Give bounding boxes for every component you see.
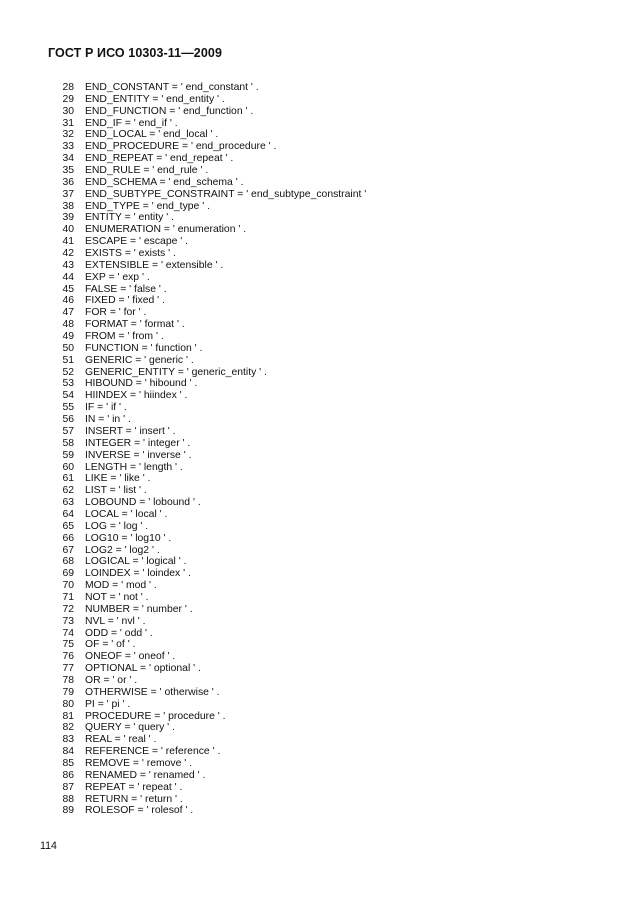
syntax-rule-line [52, 545, 366, 557]
rule-definition: END_CONSTANT = ' end_constant ' . [85, 82, 259, 93]
rule-number: 72 [62, 603, 74, 615]
rule-number: 41 [62, 236, 74, 248]
rule-definition: LENGTH = ' length ' . [85, 461, 183, 473]
syntax-rule-line [52, 331, 366, 343]
syntax-rule-line [52, 212, 366, 224]
rule-definition: LIKE = ' like ' . [85, 473, 151, 485]
syntax-rule-line [52, 746, 366, 758]
rule-number: 61 [62, 473, 74, 485]
rule-number: 62 [62, 485, 74, 497]
syntax-rule-line [52, 284, 366, 296]
syntax-rule-line [52, 343, 366, 355]
syntax-rule-line [52, 224, 366, 236]
rule-number: 51 [62, 354, 74, 366]
syntax-rule-line [52, 82, 366, 94]
rule-number: 85 [62, 757, 74, 769]
rule-number: 40 [62, 224, 74, 236]
rule-number: 64 [62, 508, 74, 520]
rule-definition: END_FUNCTION = ' end_function ' . [85, 105, 254, 117]
rule-definition: HIBOUND = ' hibound ' . [85, 378, 198, 390]
syntax-rule-line [52, 758, 366, 770]
rule-definition: END_REPEAT = ' end_repeat ' . [85, 153, 234, 165]
document-header [48, 46, 222, 60]
rule-number: 89 [62, 805, 74, 817]
rule-number: 42 [62, 248, 74, 260]
rule-definition: EXISTS = ' exists ' . [85, 248, 176, 260]
rule-number: 75 [62, 639, 74, 651]
rule-definition: ESCAPE = ' escape ' . [85, 236, 189, 248]
syntax-rule-line [52, 699, 366, 711]
rule-definition: END_PROCEDURE = ' end_procedure ' . [85, 141, 277, 153]
rule-number: 43 [62, 259, 74, 271]
rule-definition: REMOVE = ' remove ' . [85, 757, 193, 769]
rule-number: 80 [62, 698, 74, 710]
rule-number: 29 [62, 93, 74, 105]
rule-number: 63 [62, 497, 74, 509]
rule-number: 65 [62, 520, 74, 532]
rule-definition: OF = ' of ' . [85, 639, 136, 651]
rule-number: 86 [62, 769, 74, 781]
syntax-rule-line [52, 568, 366, 580]
rule-number: 31 [62, 117, 74, 129]
syntax-rule-line [52, 153, 366, 165]
syntax-rule-line [52, 94, 366, 106]
rule-definition: MOD = ' mod ' . [85, 580, 157, 592]
syntax-rule-line [52, 639, 366, 651]
syntax-rule-line [52, 272, 366, 284]
rule-definition: FALSE = ' false ' . [85, 283, 167, 295]
syntax-rule-line [52, 236, 366, 248]
syntax-rule-line [52, 711, 366, 723]
rule-definition: ODD = ' odd ' . [85, 627, 153, 639]
rule-number: 46 [62, 295, 74, 307]
syntax-rule-line [52, 805, 366, 817]
syntax-rule-line [52, 307, 366, 319]
rule-definition: PI = ' pi ' . [85, 698, 131, 710]
syntax-rule-line [52, 355, 366, 367]
rule-definition: INSERT = ' insert ' . [85, 425, 176, 437]
rule-number: 47 [62, 307, 74, 319]
rule-definition: END_IF = ' end_if ' . [85, 117, 178, 129]
rule-definition: IF = ' if ' . [85, 402, 127, 414]
syntax-rule-line [52, 722, 366, 734]
rule-definition: IN = ' in ' . [85, 414, 131, 426]
syntax-rule-line [52, 367, 366, 379]
rule-definition: LOG10 = ' log10 ' . [85, 532, 172, 544]
rule-number: 77 [62, 663, 74, 675]
syntax-rule-line [52, 663, 366, 675]
rule-definition: REPEAT = ' repeat ' . [85, 781, 183, 793]
rule-definition: HIINDEX = ' hiindex ' . [85, 390, 188, 402]
rule-definition: ONEOF = ' oneof ' . [85, 651, 176, 663]
rule-number: 55 [62, 402, 74, 414]
rule-definition: END_TYPE = ' end_type ' . [85, 200, 210, 212]
syntax-rule-line [52, 402, 366, 414]
rule-definition: ENTITY = ' entity ' . [85, 212, 174, 224]
syntax-rule-line [52, 675, 366, 687]
rule-number: 73 [62, 615, 74, 627]
rule-definition: OR = ' or ' . [85, 674, 138, 686]
rule-number: 70 [62, 580, 74, 592]
syntax-rule-line [52, 248, 366, 260]
syntax-rule-line [52, 414, 366, 426]
rule-number: 36 [62, 176, 74, 188]
rule-number: 35 [62, 165, 74, 177]
rule-number: 78 [62, 674, 74, 686]
rule-number: 33 [62, 141, 74, 153]
syntax-rule-line [52, 509, 366, 521]
rule-number: 68 [62, 556, 74, 568]
syntax-rule-line [52, 794, 366, 806]
rule-number: 88 [62, 793, 74, 805]
rule-definition: GENERIC = ' generic ' . [85, 354, 194, 366]
rule-number: 57 [62, 425, 74, 437]
rule-definition: QUERY = ' query ' . [85, 722, 175, 734]
rule-definition: END_RULE = ' end_rule ' . [85, 165, 209, 177]
rule-definition: INTEGER = ' integer ' . [85, 437, 191, 449]
rule-number: 79 [62, 686, 74, 698]
syntax-rule-line [52, 734, 366, 746]
rule-definition: EXP = ' exp ' . [85, 271, 150, 283]
syntax-rule-line [52, 118, 366, 130]
syntax-rule-line [52, 628, 366, 640]
rule-number: 48 [62, 319, 74, 331]
rule-definition: LOINDEX = ' loindex ' . [85, 568, 191, 580]
rule-definition: LOGICAL = ' logical ' . [85, 556, 187, 568]
rule-definition: REAL = ' real ' . [85, 734, 157, 746]
rule-number: 53 [62, 378, 74, 390]
rule-definition: END_SCHEMA = ' end_schema ' . [85, 176, 244, 188]
rule-number: 38 [62, 200, 74, 212]
rule-number: 59 [62, 449, 74, 461]
rule-number: 82 [62, 722, 74, 734]
rule-definition: RETURN = ' return ' . [85, 793, 183, 805]
syntax-rule-line [52, 580, 366, 592]
rule-number: 28 [62, 82, 74, 93]
syntax-rule-list [52, 82, 366, 817]
syntax-rule-line [52, 378, 366, 390]
rule-definition: LOBOUND = ' lobound ' . [85, 497, 201, 509]
syntax-rule-line [52, 592, 366, 604]
rule-definition: ROLESOF = ' rolesof ' . [85, 805, 194, 817]
rule-definition: LOCAL = ' local ' . [85, 508, 168, 520]
rule-definition: RENAMED = ' renamed ' . [85, 769, 206, 781]
rule-definition: LOG = ' log ' . [85, 520, 149, 532]
syntax-rule-line [52, 426, 366, 438]
rule-definition: LIST = ' list ' . [85, 485, 147, 497]
rule-number: 50 [62, 342, 74, 354]
rule-definition: FUNCTION = ' function ' . [85, 342, 203, 354]
rule-number: 30 [62, 105, 74, 117]
rule-definition: NOT = ' not ' . [85, 591, 149, 603]
syntax-rule-line [52, 177, 366, 189]
syntax-rule-line [52, 141, 366, 153]
syntax-rule-line [52, 782, 366, 794]
rule-definition: PROCEDURE = ' procedure ' . [85, 710, 226, 722]
syntax-rule-line [52, 319, 366, 331]
syntax-rule-line [52, 189, 366, 201]
rule-number: 56 [62, 414, 74, 426]
rule-number: 74 [62, 627, 74, 639]
syntax-rule-line [52, 462, 366, 474]
syntax-rule-line [52, 497, 366, 509]
rule-number: 84 [62, 746, 74, 758]
rule-definition: OTHERWISE = ' otherwise ' . [85, 686, 220, 698]
rule-number: 71 [62, 591, 74, 603]
rule-number: 58 [62, 437, 74, 449]
syntax-rule-line [52, 106, 366, 118]
rule-definition: FORMAT = ' format ' . [85, 319, 185, 331]
syntax-rule-line [52, 129, 366, 141]
rule-definition: NUMBER = ' number ' . [85, 603, 193, 615]
rule-definition: LOG2 = ' log2 ' . [85, 544, 160, 556]
syntax-rule-line [52, 770, 366, 782]
rule-number: 69 [62, 568, 74, 580]
rule-definition: GENERIC_ENTITY = ' generic_entity ' . [85, 366, 267, 378]
syntax-rule-line [52, 687, 366, 699]
standard-title: ГОСТ Р ИСО 10303-11—2009 [48, 46, 223, 60]
rule-number: 44 [62, 271, 74, 283]
rule-definition: NVL = ' nvl ' . [85, 615, 146, 627]
syntax-rule-line [52, 295, 366, 307]
rule-number: 45 [62, 283, 74, 295]
syntax-rule-line [52, 521, 366, 533]
rule-definition: END_LOCAL = ' end_local ' . [85, 129, 219, 141]
syntax-rule-line [52, 450, 366, 462]
syntax-rule-line [52, 533, 366, 545]
rule-number: 76 [62, 651, 74, 663]
rule-definition: OPTIONAL = ' optional ' . [85, 663, 201, 675]
syntax-rule-line [52, 616, 366, 628]
rule-number: 87 [62, 781, 74, 793]
rule-number: 39 [62, 212, 74, 224]
rule-definition: FROM = ' from ' . [85, 331, 164, 343]
syntax-rule-line [52, 604, 366, 616]
rule-number: 37 [62, 188, 74, 200]
rule-number: 67 [62, 544, 74, 556]
rule-definition: EXTENSIBLE = ' extensible ' . [85, 259, 224, 271]
syntax-rule-line [52, 165, 366, 177]
rule-number: 49 [62, 331, 74, 343]
syntax-rule-line [52, 651, 366, 663]
syntax-rule-line [52, 438, 366, 450]
rule-definition: FIXED = ' fixed ' . [85, 295, 165, 307]
rule-number: 81 [62, 710, 74, 722]
syntax-rule-line [52, 201, 366, 213]
rule-definition: FOR = ' for ' . [85, 307, 147, 319]
rule-definition: ENUMERATION = ' enumeration ' . [85, 224, 247, 236]
rule-number: 32 [62, 129, 74, 141]
rule-number: 54 [62, 390, 74, 402]
rule-definition: INVERSE = ' inverse ' . [85, 449, 192, 461]
rule-number: 34 [62, 153, 74, 165]
rule-number: 66 [62, 532, 74, 544]
syntax-rule-line [52, 390, 366, 402]
syntax-rule-line [52, 473, 366, 485]
rule-number: 83 [62, 734, 74, 746]
rule-definition: REFERENCE = ' reference ' . [85, 746, 221, 758]
rule-number: 52 [62, 366, 74, 378]
rule-definition: END_SUBTYPE_CONSTRAINT = ' end_subtype_constraint ' [85, 188, 367, 200]
rule-number: 60 [62, 461, 74, 473]
syntax-rule-line [52, 485, 366, 497]
syntax-rule-line [52, 556, 366, 568]
syntax-rule-line [52, 260, 366, 272]
page-number: 114 [40, 840, 57, 852]
rule-definition: END_ENTITY = ' end_entity ' . [85, 93, 225, 105]
